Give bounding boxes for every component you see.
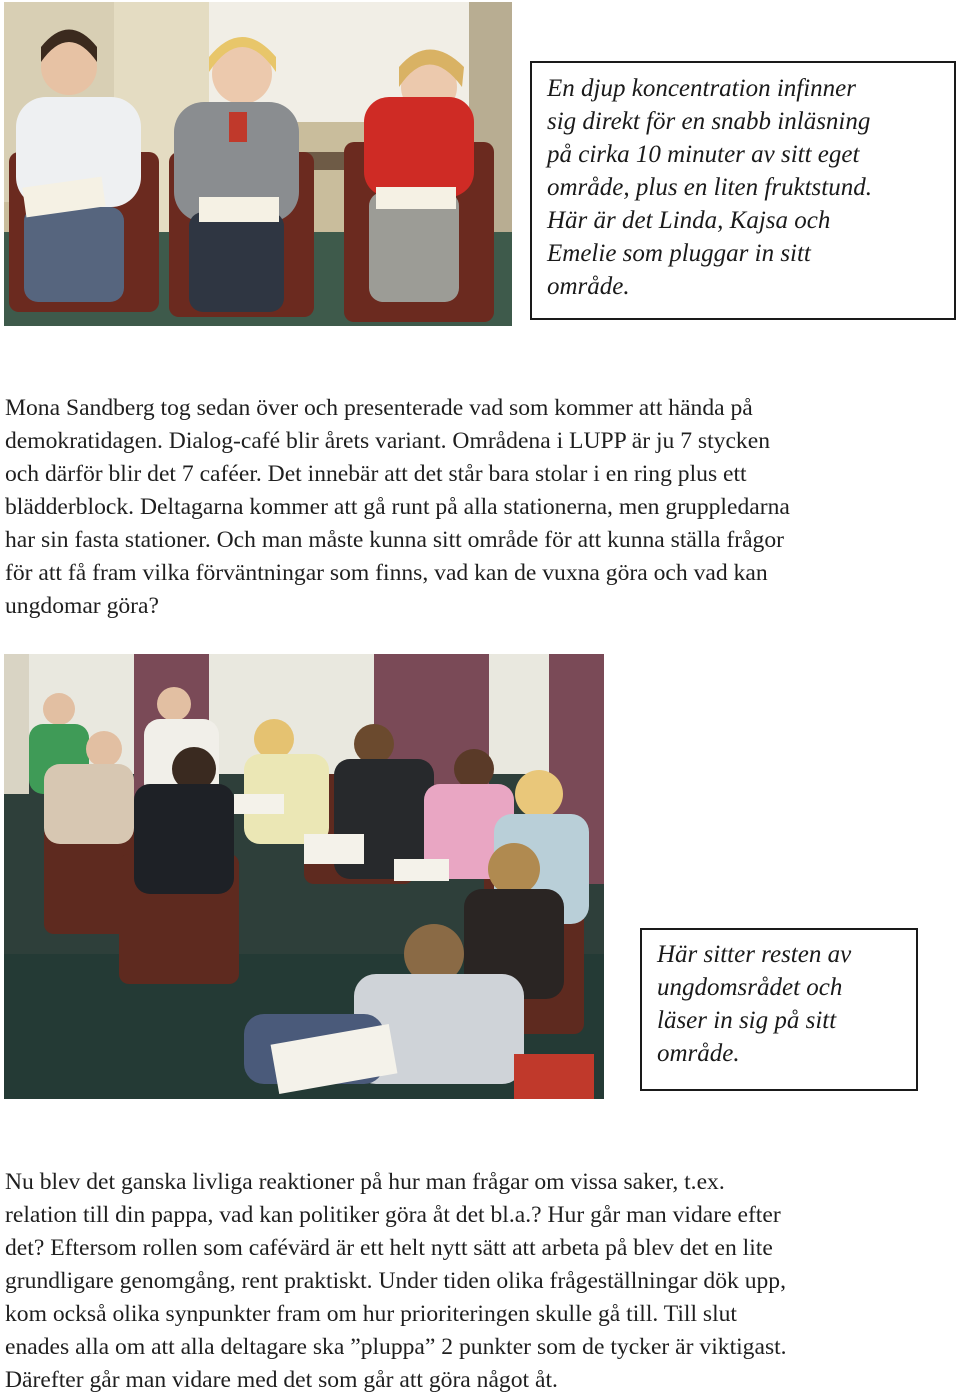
caption-line: ungdomsrådet och [657, 974, 843, 1001]
paragraph-line: Mona Sandberg tog sedan över och presenterade vad som kommer att hända på [5, 395, 753, 421]
caption-line: Här sitter resten av [657, 941, 852, 968]
paragraph-line: kom också olika synpunkter fram om hur prioriteringen skulle gå till. Till slut [5, 1301, 737, 1327]
paragraph-line: och därför blir det 7 caféer. Det innebär att det står bara stolar i en ring plus ett [5, 461, 747, 487]
paragraph-line: enades alla om att alla deltagare ska ”pluppa” 2 punkter som de tycker är viktigast. [5, 1334, 787, 1360]
caption-line: på cirka 10 minuter av sitt eget [547, 141, 860, 168]
paragraph-line: ungdomar göra? [5, 593, 159, 619]
caption-line: Emelie som pluggar in sitt [547, 240, 811, 267]
caption-line: Här är det Linda, Kajsa och [547, 207, 831, 234]
paragraph-line: för att få fram vilka förväntningar som finns, vad kan de vuxna göra och vad kan [5, 560, 768, 586]
paragraph-line: har sin fasta stationer. Och man måste kunna sitt område för att kunna ställa frågor [5, 527, 785, 553]
paragraph-line: relation till din pappa, vad kan politiker göra åt det bl.a.? Hur går man vidare efter [5, 1202, 781, 1228]
photo-girls-reading [4, 2, 512, 326]
paragraph-line: demokratidagen. Dialog-café blir årets variant. Områdena i LUPP är ju 7 stycken [5, 428, 770, 454]
paragraph-line: grundligare genomgång, rent praktiskt. Under tiden olika frågeställningar dök upp, [5, 1268, 787, 1294]
paragraph-line: blädderblock. Deltagarna kommer att gå runt på alla stationerna, men gruppledarna [5, 494, 790, 520]
paragraph-line: det? Eftersom rollen som cafévärd är ett helt nytt sätt att arbeta på blev det en lite [5, 1235, 773, 1261]
body-paragraph-2 [5, 1166, 960, 1397]
caption-line: område. [657, 1040, 740, 1067]
photo2-caption [640, 928, 918, 1091]
caption-line: sig direkt för en snabb inläsning [547, 108, 871, 135]
paragraph-line: Nu blev det ganska livliga reaktioner på hur man frågar om vissa saker, t.ex. [5, 1169, 725, 1195]
photo1-caption [530, 61, 956, 320]
paragraph-line: Därefter går man vidare med det som går att göra något åt. [5, 1367, 558, 1393]
body-paragraph-1 [5, 392, 960, 623]
caption-line: område. [547, 273, 630, 300]
photo-youth-council-reading [4, 654, 604, 1099]
caption-line: läser in sig på sitt [657, 1007, 837, 1034]
caption-line: område, plus en liten fruktstund. [547, 174, 872, 201]
caption-line: En djup koncentration infinner [547, 75, 856, 102]
